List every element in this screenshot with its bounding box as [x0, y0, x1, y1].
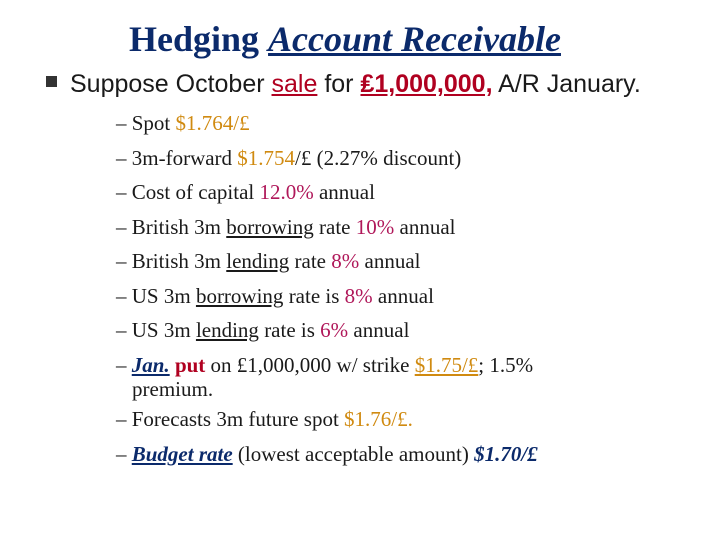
- item-lead: – 3m-forward: [116, 145, 238, 170]
- spot-rate-value: $1.764/£: [175, 111, 250, 135]
- main-bullet: [46, 70, 706, 99]
- british-borrowing-rate-value: 10%: [355, 214, 395, 239]
- item-mid: rate: [313, 214, 356, 239]
- title-emphasis: Account Receivable: [268, 19, 561, 59]
- main-bullet-text-2: for: [317, 70, 361, 98]
- item-lead: – British 3m: [116, 249, 227, 273]
- sub-bullet-list: [116, 106, 696, 471]
- item-mid: rate is: [258, 318, 321, 342]
- item-keyword: lending: [226, 249, 290, 273]
- item-mid: (lowest acceptable amount): [232, 441, 475, 466]
- item-lead: – US 3m: [116, 318, 196, 342]
- list-item-put-option: [116, 348, 696, 403]
- title-plain: Hedging: [129, 19, 269, 59]
- item-lead: –: [116, 352, 132, 377]
- put-strike-value: $1.75/£: [414, 352, 479, 377]
- item-lead: – Cost of capital: [116, 180, 260, 204]
- list-item-budget-rate: [116, 437, 696, 472]
- square-bullet-icon: [46, 76, 57, 87]
- item-keyword: lending: [195, 318, 259, 342]
- item-rest: annual: [348, 318, 410, 342]
- item-keyword: borrowing: [195, 283, 284, 308]
- list-item-us-borrowing: [116, 279, 696, 314]
- list-item-spot: [116, 106, 696, 141]
- us-borrowing-rate-value: 8%: [344, 283, 373, 308]
- budget-rate-keyword: Budget rate: [131, 441, 233, 466]
- cost-of-capital-value: 12.0%: [259, 180, 314, 204]
- slide-title: [0, 18, 690, 60]
- item-mid: rate: [289, 249, 332, 273]
- item-keyword: borrowing: [226, 214, 314, 239]
- put-month: Jan.: [131, 352, 170, 377]
- list-item-british-borrowing: [116, 210, 696, 245]
- us-lending-rate-value: 6%: [320, 318, 349, 342]
- item-lead: – Forecasts 3m future spot: [116, 407, 345, 431]
- list-item-forecast: [116, 402, 696, 437]
- item-mid: rate is: [283, 283, 345, 308]
- item-rest: annual: [372, 283, 434, 308]
- item-rest: annual: [313, 180, 375, 204]
- item-mid: on £1,000,000 w/ strike: [205, 352, 415, 377]
- list-item-us-lending: [116, 313, 696, 348]
- list-item-forward: [116, 141, 696, 176]
- put-continuation: premium.: [132, 377, 214, 401]
- item-lead: – US 3m: [116, 283, 196, 308]
- forecast-spot-value: $1.76/£.: [344, 407, 413, 431]
- budget-rate-value: $1.70/£: [474, 441, 538, 466]
- item-lead: – British 3m: [116, 214, 227, 239]
- item-rest: annual: [359, 249, 421, 273]
- item-lead: – Spot: [116, 111, 176, 135]
- main-bullet-sale: sale: [271, 70, 318, 98]
- list-item-british-lending: [116, 244, 696, 279]
- list-item-cost-of-capital: [116, 175, 696, 210]
- put-keyword: put: [174, 352, 206, 377]
- item-rest: annual: [394, 214, 456, 239]
- main-bullet-amount: ₤1,000,000,: [360, 70, 493, 98]
- item-lead: –: [116, 441, 132, 466]
- main-bullet-text-1: Suppose October: [70, 70, 272, 98]
- item-rest: ; 1.5%: [478, 352, 534, 377]
- item-rest: /£ (2.27% discount): [295, 145, 462, 170]
- forward-rate-value: $1.754: [237, 145, 296, 170]
- main-bullet-text-3: A/R January.: [492, 70, 641, 98]
- british-lending-rate-value: 8%: [331, 249, 360, 273]
